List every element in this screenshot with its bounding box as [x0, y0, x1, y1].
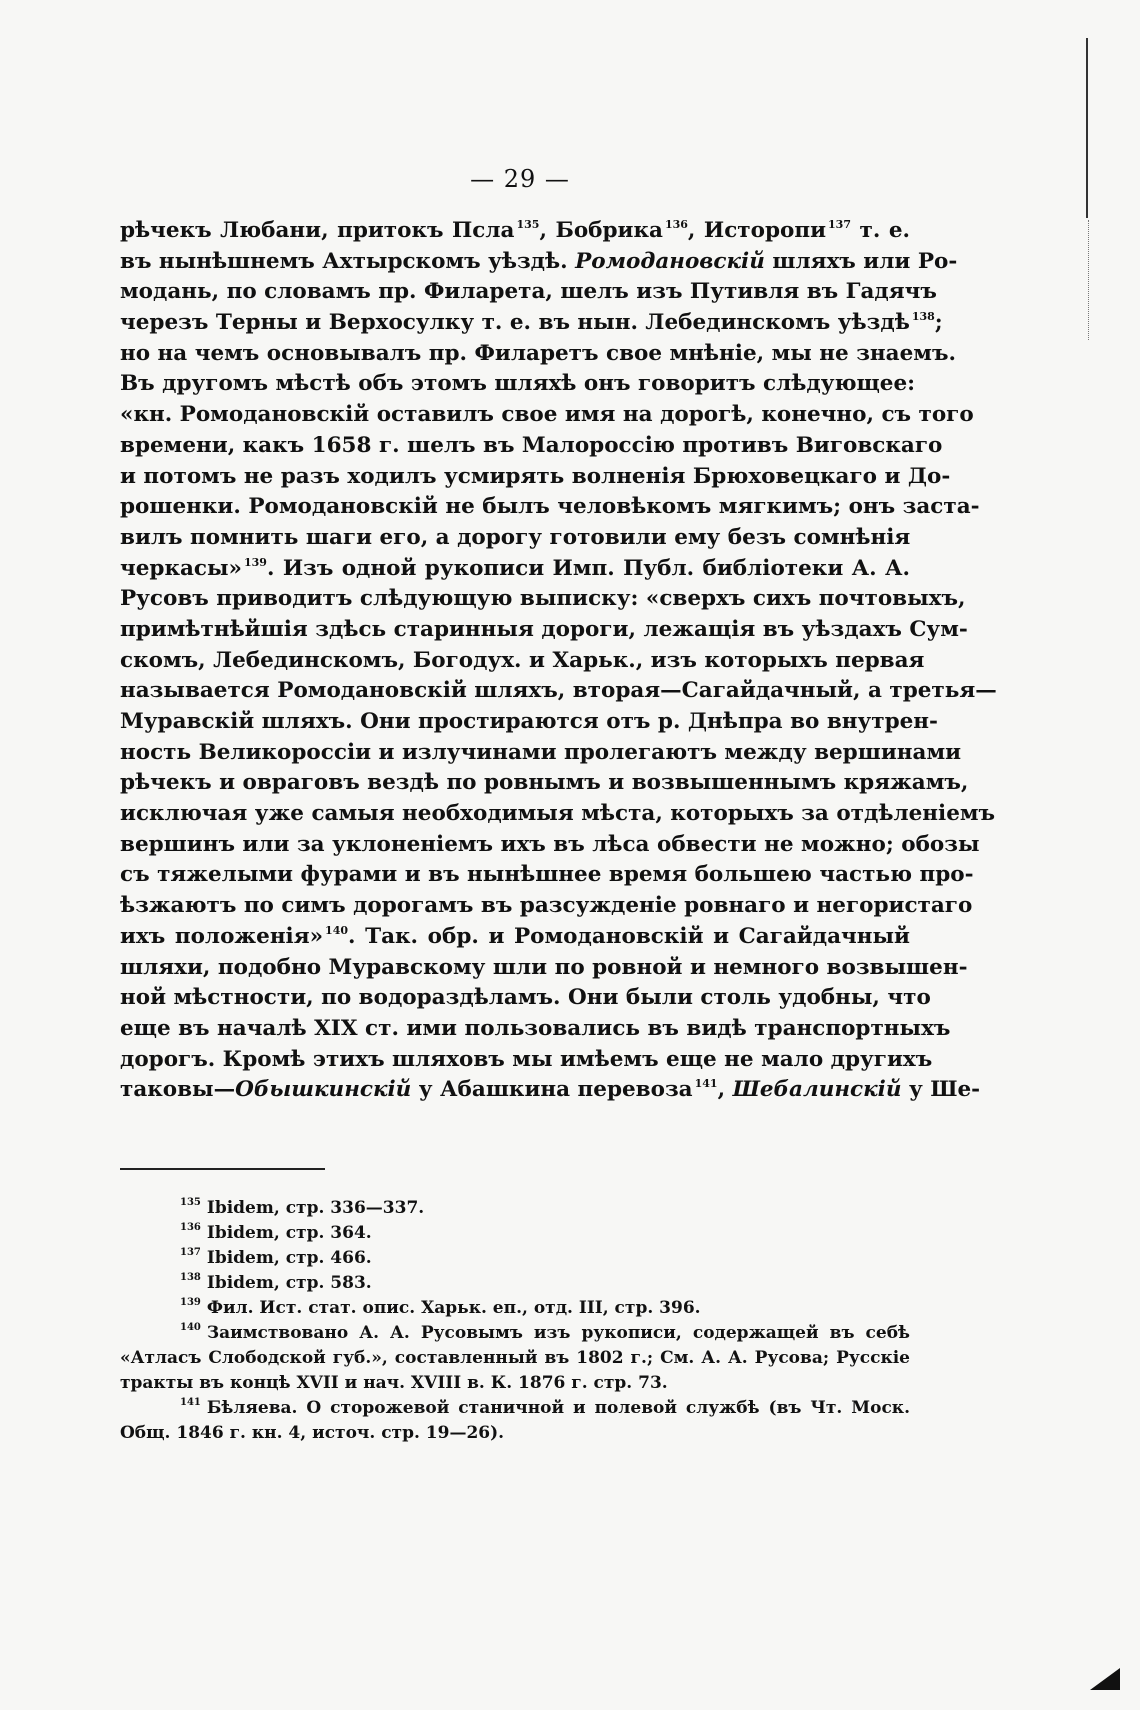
text-line: ихъ положенія» $^{140}$. Так. обр. и Ромодановскій и Сагайдачный: [120, 923, 910, 949]
text-line: исключая уже самыя необходимыя мѣста, которыхъ за отдѣленіемъ: [120, 801, 996, 827]
footnote-continuation: Общ. 1846 г. кн. 4, источ. стр. 19—26).: [120, 1423, 505, 1443]
text-line: Въ другомъ мѣстѣ объ этомъ шляхѣ онъ говоритъ слѣдующее:: [120, 371, 916, 397]
footnote: $^{140}$ Заимствовано А. А. Русовымъ изъ рукописи, содержащей въ себѣ: [180, 1322, 910, 1343]
text-line: въ нынѣшнемъ Ахтырскомъ уѣздѣ. Ромодановскій шляхъ или Ро-: [120, 248, 958, 274]
text-line: скомъ, Лебединскомъ, Богодух. и Харьк., изъ которыхъ первая: [120, 647, 925, 673]
text-line: рошенки. Ромодановскій не былъ человѣкомъ мягкимъ; онъ заста-: [120, 494, 980, 520]
text-line: шляхи, подобно Муравскому шли по ровной и немного возвышен-: [120, 954, 968, 980]
text-line: модань, по словамъ пр. Филарета, шелъ изъ Путивля въ Гадячъ: [120, 279, 937, 305]
text-line: и потомъ не разъ ходилъ усмирять волненія Брюховецкаго и До-: [120, 463, 951, 489]
text-line: ность Великороссіи и излучинами пролегаютъ между вершинами: [120, 739, 962, 765]
page-corner-mark: [1090, 1668, 1120, 1690]
footnote-continuation: тракты въ концѣ XVII и нач. XVIII в. К. 1876 г. стр. 73.: [120, 1373, 668, 1393]
text-line: черкасы» $^{139}$. Изъ одной рукописи Имп. Публ. библіотеки А. А.: [120, 555, 910, 581]
footnote-ref: 141: [694, 1077, 718, 1091]
footnote: $^{136}$ Ibidem, стр. 364.: [180, 1222, 372, 1243]
body-text: [120, 216, 997, 1106]
footnote-ref: 140: [325, 923, 349, 937]
footnotes: [120, 1196, 910, 1446]
footnote: $^{137}$ Ibidem, стр. 466.: [180, 1247, 372, 1268]
text-line: рѣчекъ Любани, притокъ Псла $^{135}$, Бобрика $^{136}$, Исторопи $^{137}$ т. е.: [120, 218, 910, 243]
text-line: черезъ Терны и Верхосулку т. е. въ нын. Лебединскомъ уѣздѣ $^{138}$;: [120, 310, 943, 336]
text-line: вершинъ или за уклоненіемъ ихъ въ лѣса обвести не можно; обозы: [120, 831, 980, 857]
text-line: называется Ромодановскій шляхъ, вторая—Сагайдачный, а третья—: [120, 678, 997, 704]
italic-term: Шебалинскій: [732, 1077, 902, 1103]
footnote-separator: [120, 1168, 325, 1170]
footnote: $^{138}$ Ibidem, стр. 583.: [180, 1272, 372, 1293]
margin-scan-line: [1086, 38, 1088, 218]
text-line: рѣчекъ и овраговъ вездѣ по ровнымъ и возвышеннымъ кряжамъ,: [120, 770, 969, 796]
text-line: таковы—Обышкинскій у Абашкина перевоза $^{141}$, Шебалинскій у Ше-: [120, 1077, 981, 1103]
text-line: съ тяжелыми фурами и въ нынѣшнее время большею частью про-: [120, 862, 974, 888]
text-line: вилъ помнить шаги его, а дорогу готовили ему безъ сомнѣнія: [120, 524, 911, 550]
text-line: но на чемъ основывалъ пр. Филаретъ свое мнѣніе, мы не знаемъ.: [120, 340, 956, 366]
footnote-ref: 136: [664, 218, 688, 231]
italic-term: Ромодановскій: [575, 248, 765, 274]
text-line: примѣтнѣйшія здѣсь старинныя дороги, лежащія въ уѣздахъ Сум-: [120, 616, 968, 642]
margin-scan-dots: [1088, 220, 1090, 340]
text-line: времени, какъ 1658 г. шелъ въ Малороссію противъ Виговскаго: [120, 432, 943, 458]
text-line: еще въ началѣ XIX ст. ими пользовались въ видѣ транспортныхъ: [120, 1015, 951, 1041]
text-line: дорогъ. Кромѣ этихъ шляховъ мы имѣемъ еще не мало другихъ: [120, 1046, 933, 1072]
text-line: ной мѣстности, по водораздѣламъ. Они были столь удобны, что: [120, 985, 931, 1011]
footnote: $^{139}$ Фил. Ист. стат. опис. Харьк. еп., отд. III, стр. 396.: [180, 1297, 701, 1318]
text-line: «кн. Ромодановскій оставилъ свое имя на дорогѣ, конечно, съ того: [120, 402, 974, 428]
text-line: Русовъ приводитъ слѣдующую выписку: «сверхъ сихъ почтовыхъ,: [120, 586, 966, 612]
footnote: $^{135}$ Ibidem, стр. 336—337.: [180, 1197, 425, 1218]
footnote-ref: 139: [244, 555, 267, 569]
italic-term: Обышкинскій: [235, 1077, 412, 1103]
footnote: $^{141}$ Бѣляева. О сторожевой станичной и полевой службѣ (въ Чт. Моск.: [180, 1397, 910, 1418]
footnote-ref: 137: [828, 218, 851, 231]
footnote-continuation: «Атласъ Слободской губ.», составленный въ 1802 г.; См. А. А. Русова; Русскіе: [120, 1348, 910, 1368]
footnote-ref: 138: [911, 310, 935, 324]
text-line: Муравскій шляхъ. Они простираются отъ р. Днѣпра во внутрен-: [120, 709, 938, 734]
page-number: — 29 —: [470, 165, 570, 193]
footnote-ref: 135: [516, 218, 540, 231]
text-line: ѣзжаютъ по симъ дорогамъ въ разсужденіе ровнаго и негористаго: [120, 893, 973, 919]
